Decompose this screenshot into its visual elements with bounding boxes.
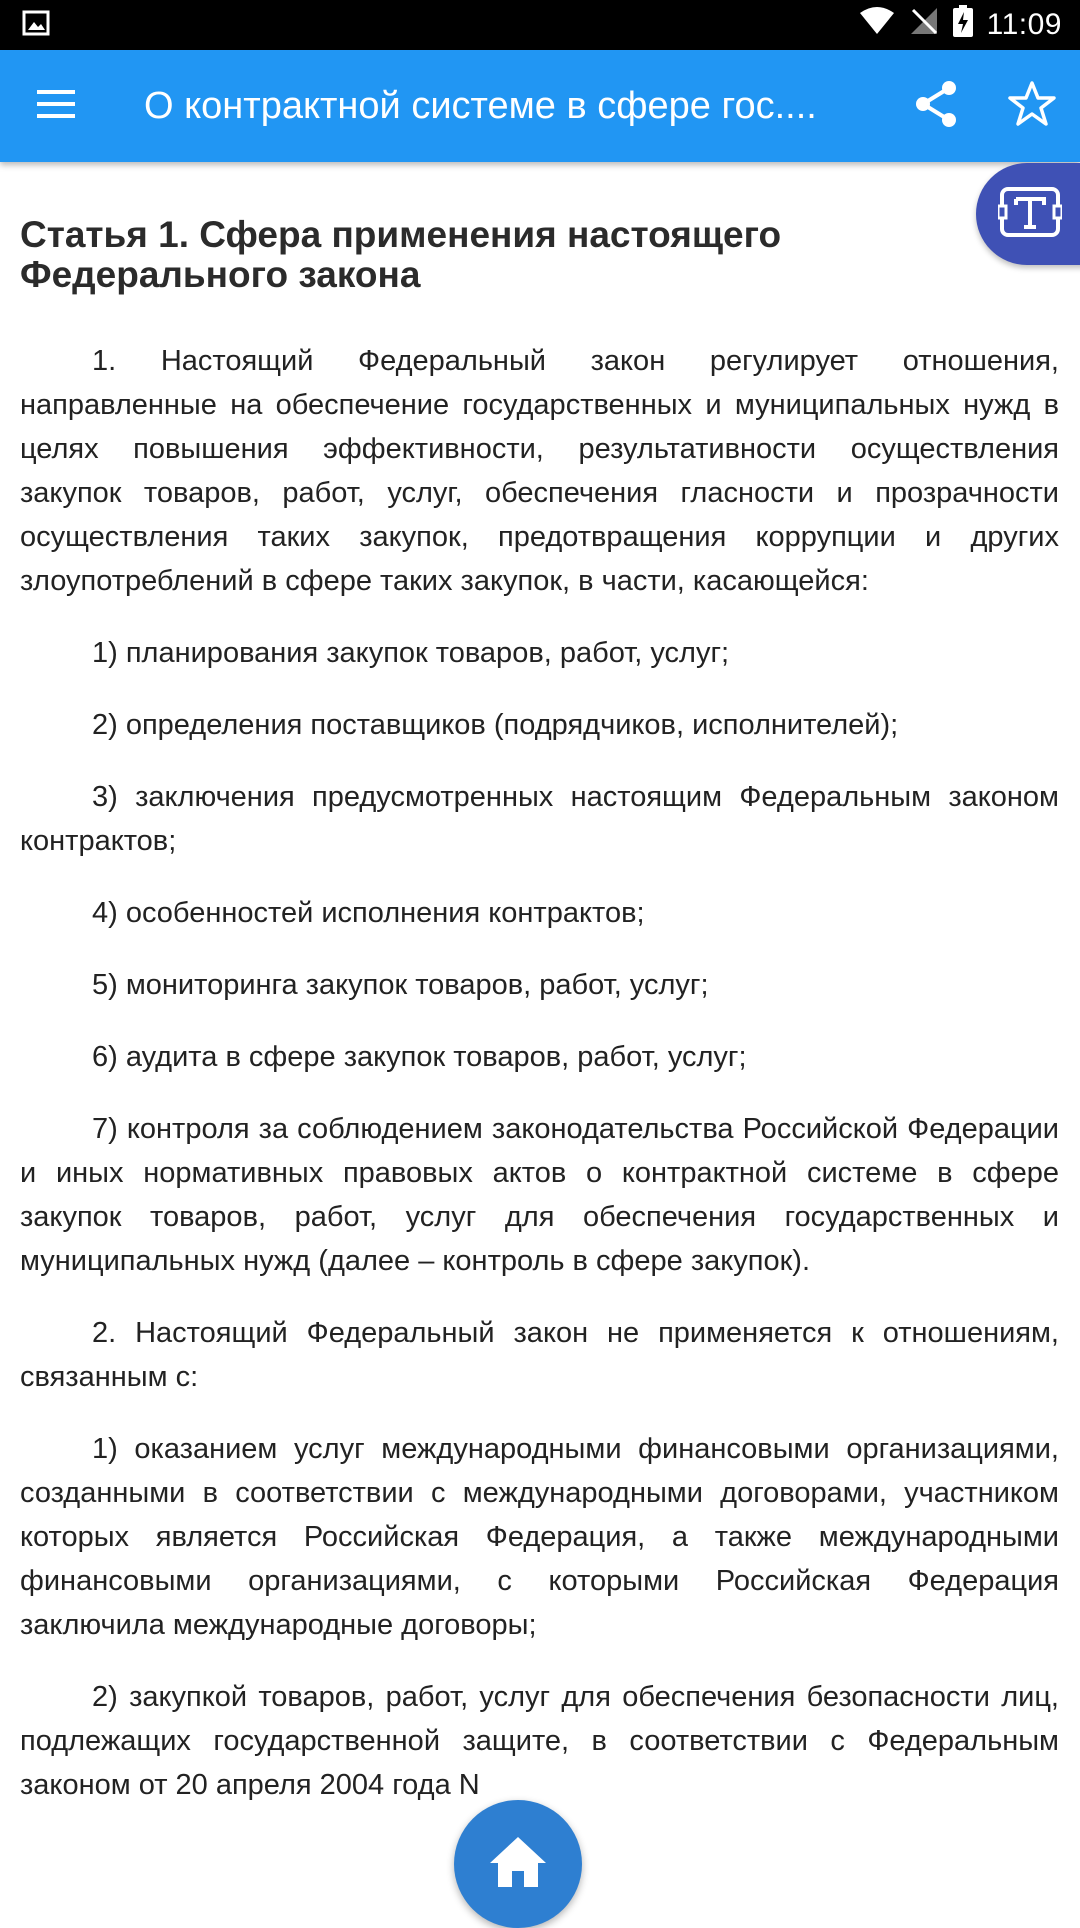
battery-charging-icon [953,5,973,45]
share-button[interactable] [888,50,984,162]
article-content [20,215,1059,1835]
star-outline-icon [1007,80,1057,132]
app-bar [0,50,1080,162]
article-paragraph: 5) мониторинга закупок товаров, работ, услуг; [92,969,709,1001]
article-paragraph: 2) определения поставщиков (подрядчиков, исполнителей); [92,709,899,741]
home-icon [488,1835,548,1893]
hamburger-menu-icon [37,90,75,122]
image-notification-icon [22,10,50,40]
article-paragraph: 1. Настоящий Федеральный закон регулирует отношения, направленные на обеспечение государственных и муниципальных нужд в целях повышения эффективности, результативности осуществления закупок товаров, работ, услуг, обеспечения гласности и прозрачности осуществления таких закупок, предотвращения коррупции и других злоупотреблений в сфере таких закупок, в части, касающейся: [20,345,1059,597]
share-icon [913,80,959,132]
article-paragraph: 2) закупкой товаров, работ, услуг для обеспечения безопасности лиц, подлежащих государственной защите, в соответствии с Федеральным законом от 20 апреля 2004 года N [20,1681,1059,1801]
wifi-icon [859,6,895,44]
article-paragraph: 7) контроля за соблюдением законодательства Российской Федерации и иных нормативных правовых актов о контрактной системе в сфере закупок товаров, работ, услуг для обеспечения государственных и муниципальных нужд (далее – контроль в сфере закупок). [20,1113,1059,1277]
article-title: Статья 1. Сфера применения настоящего Федерального закона [20,214,782,295]
status-time: 11:09 [986,8,1062,41]
article-paragraph: 6) аудита в сфере закупок товаров, работ, услуг; [92,1041,747,1073]
signal-off-icon [909,6,939,44]
article-paragraph: 1) планирования закупок товаров, работ, услуг; [92,637,730,669]
article-paragraph: 4) особенностей исполнения контрактов; [92,897,645,929]
article-paragraph: 2. Настоящий Федеральный закон не применяется к отношениям, связанным с: [20,1317,1059,1393]
article-paragraph: 1) оказанием услуг международными финансовыми организациями, созданными в соответствии с международными договорами, участником которых является Российская Федерация, а также международными финансовыми организациями, с которыми Российская Федерация заключила международные договоры; [20,1433,1059,1641]
status-bar [0,0,1080,50]
menu-button[interactable] [0,50,112,162]
home-button[interactable] [454,1800,582,1928]
page-title: О контрактной системе в сфере гос.... [144,84,817,127]
favorite-button[interactable] [984,50,1080,162]
article-paragraph: 3) заключения предусмотренных настоящим Федеральным законом контрактов; [20,781,1059,857]
